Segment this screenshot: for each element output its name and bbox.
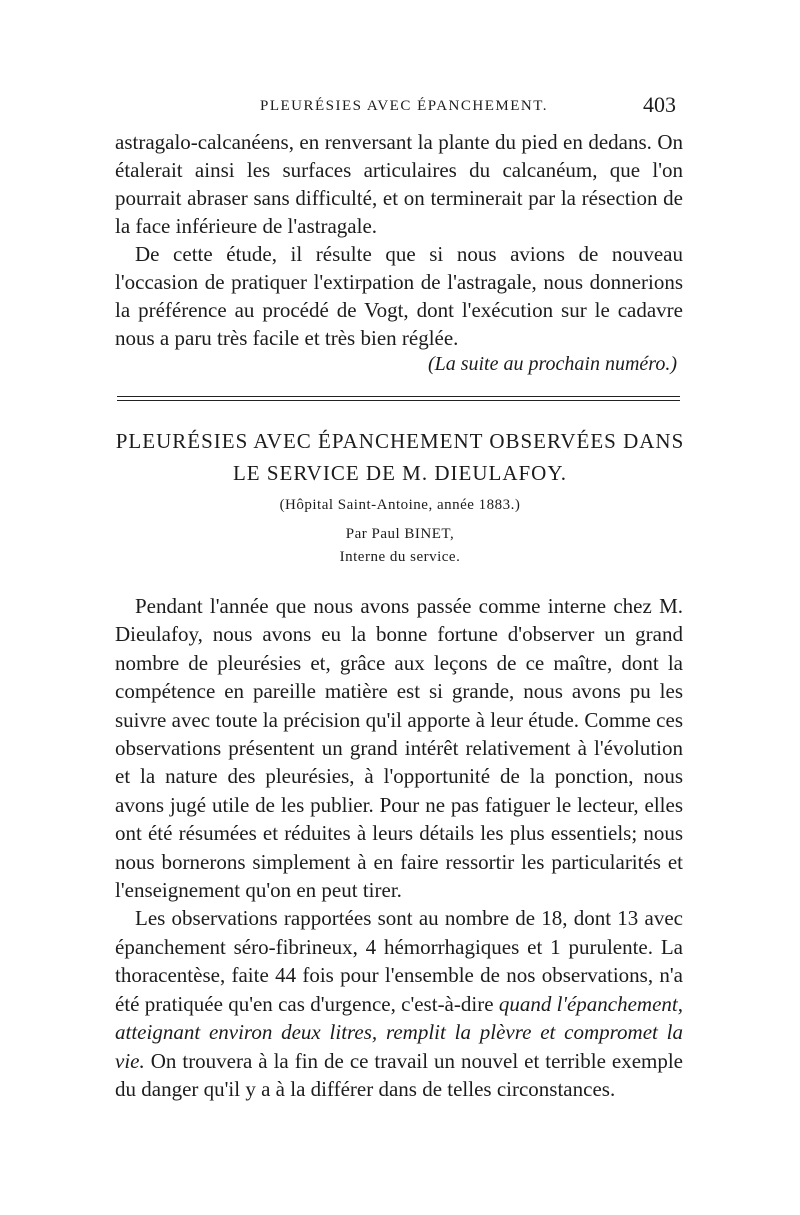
article-title-line-2: LE SERVICE DE M. DIEULAFOY. <box>232 461 568 485</box>
article-body <box>115 592 683 1103</box>
page-number: 403 <box>643 92 676 117</box>
previous-article-text <box>115 128 683 352</box>
section-divider <box>117 396 680 405</box>
author-line: Par Paul BINET, <box>345 526 455 542</box>
running-head: PLEURÉSIES AVEC ÉPANCHEMENT. <box>260 98 549 114</box>
author-role: Interne du service. <box>339 549 461 565</box>
article-title-line-1: PLEURÉSIES AVEC ÉPANCHEMENT OBSERVÉES DANS <box>115 429 685 453</box>
hospital-note: (Hôpital Saint-Antoine, année 1883.) <box>279 497 521 513</box>
paragraph-2-emphasis: quand l'épanchement, atteignant environ deux litres, remplit la plèvre et compromet la vie. <box>115 991 684 1073</box>
article-paragraph-1: Pendant l'année que nous avons passée comme interne chez M. Dieulafoy, nous avons eu la bonne fortune d'observer un grand nombre de pleurésies et, grâce aux leçons de ce maître, dont la compétence en pareille matière est si grande, nous avons pu les suivre avec toute la précision qu'il apporte à leur étude. Comme ces observations présentent un grand intérêt relativement à l'évolution et la nature des pleurésies, à l'opportunité de la ponction, nous avons jugé utile de les publier. Pour ne pas fatiguer le lecteur, elles ont été résumées et réduites à leurs détails les plus essentiels; nous nous bornerons simplement à en faire ressortir les particularités et l'enseignement qu'on en peut tirer. <box>115 594 683 903</box>
previous-paragraph-1: astragalo-calcanéens, en renversant la plante du pied en dedans. On étalerait ainsi les surfaces articulaires du calcanéum, que l'on pourrait abraser sans difficulté, et on terminerait par la résection de la face inférieure de l'astragale. <box>115 130 683 238</box>
article-paragraph-2 <box>115 904 683 1103</box>
paragraph-2-end: On trouvera à la fin de ce travail un nouvel et terrible exemple du danger qu'il y a à la différer dans de telles circonstances. <box>115 1048 684 1101</box>
article-title <box>110 425 690 489</box>
page-header <box>118 92 680 122</box>
paragraph-2-start: Les observations rapportées sont au nombre de 18, dont 13 avec épanchement séro-fibrineux, 4 hémorrhagiques et 1 purulente. La thoracentèse, faite 44 fois pour l'ensemble de nos observations, n'a été pratiquée qu'en cas d'urgence, c'est-à-dire <box>115 906 683 1016</box>
previous-paragraph-2: De cette étude, il résulte que si nous avions de nouveau l'occasion de pratiquer l'extirpation de l'astragale, nous donnerions la préférence au procédé de Vogt, dont l'exécution sur le cadavre nous a paru très facile et très bien réglée. <box>115 242 683 350</box>
continuation-note: (La suite au prochain numéro.) <box>427 353 677 375</box>
